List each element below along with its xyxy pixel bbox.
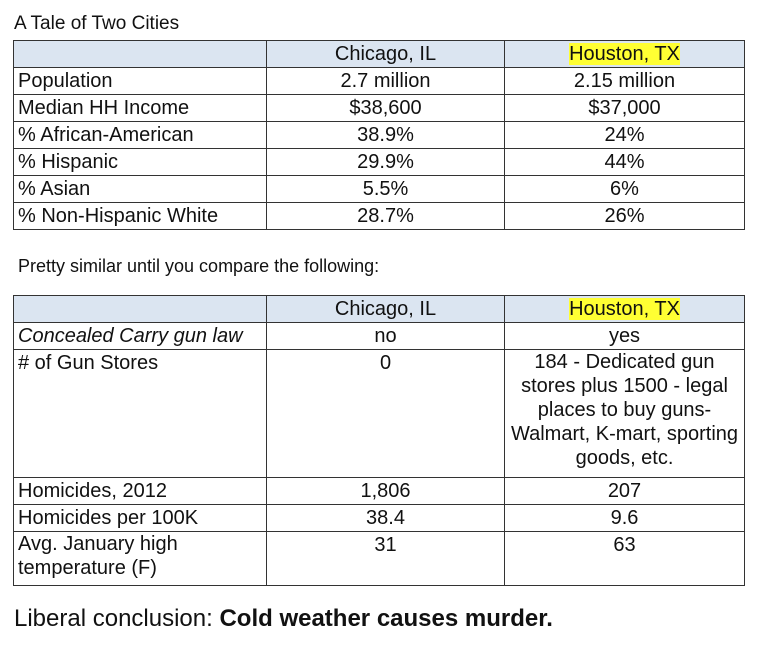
- houston-value: 184 - Dedicated gun stores plus 1500 - legal places to buy guns- Walmart, K-mart, sporting goods, etc.: [505, 350, 745, 478]
- row-label: Homicides per 100K: [14, 505, 267, 532]
- chicago-value: $38,600: [267, 95, 505, 122]
- header-cell-empty: [14, 296, 267, 323]
- houston-value: 9.6: [505, 505, 745, 532]
- houston-value: 6%: [505, 176, 745, 203]
- row-label: % Hispanic: [14, 149, 267, 176]
- table-row: [14, 505, 745, 532]
- chicago-value: 2.7 million: [267, 68, 505, 95]
- header-cell-houston: [505, 41, 745, 68]
- table-row: [14, 95, 745, 122]
- table-header-row: [14, 296, 745, 323]
- row-label: Median HH Income: [14, 95, 267, 122]
- table-row: [14, 532, 745, 586]
- houston-value: 44%: [505, 149, 745, 176]
- row-label: Avg. January high temperature (F): [14, 532, 267, 586]
- header-cell-chicago: Chicago, IL: [267, 296, 505, 323]
- conclusion-emphasis: Cold weather causes murder.: [219, 605, 553, 632]
- header-cell-houston: [505, 296, 745, 323]
- conclusion-text: [14, 604, 553, 634]
- chicago-value: 0: [267, 350, 505, 478]
- houston-highlight: Houston, TX: [569, 43, 680, 65]
- chicago-value: 38.9%: [267, 122, 505, 149]
- row-label: % African-American: [14, 122, 267, 149]
- table-row: [14, 350, 745, 478]
- document-title: A Tale of Two Cities: [14, 13, 180, 34]
- chicago-value: 1,806: [267, 478, 505, 505]
- houston-value: yes: [505, 323, 745, 350]
- chicago-value: no: [267, 323, 505, 350]
- chicago-value: 28.7%: [267, 203, 505, 230]
- chicago-value: 31: [267, 532, 505, 586]
- table-row: [14, 149, 745, 176]
- header-cell-empty: [14, 41, 267, 68]
- header-cell-chicago: Chicago, IL: [267, 41, 505, 68]
- comparison-subtitle: Pretty similar until you compare the following:: [18, 256, 380, 276]
- houston-value: 207: [505, 478, 745, 505]
- comparison-table: [13, 295, 745, 586]
- chicago-value: 5.5%: [267, 176, 505, 203]
- row-label: % Asian: [14, 176, 267, 203]
- table-header-row: [14, 41, 745, 68]
- chicago-value: 29.9%: [267, 149, 505, 176]
- conclusion-prefix: Liberal conclusion:: [14, 605, 220, 632]
- row-label: % Non-Hispanic White: [14, 203, 267, 230]
- table-row: [14, 478, 745, 505]
- table-row: [14, 323, 745, 350]
- houston-value: 2.15 million: [505, 68, 745, 95]
- table-row: [14, 203, 745, 230]
- chicago-value: 38.4: [267, 505, 505, 532]
- houston-highlight: Houston, TX: [569, 298, 680, 320]
- houston-value: $37,000: [505, 95, 745, 122]
- demographics-table: [13, 40, 745, 230]
- row-label: Population: [14, 68, 267, 95]
- table-row: [14, 68, 745, 95]
- houston-value: 26%: [505, 203, 745, 230]
- houston-value: 24%: [505, 122, 745, 149]
- table-row: [14, 176, 745, 203]
- table-row: [14, 122, 745, 149]
- row-label: Concealed Carry gun law: [14, 323, 267, 350]
- row-label: # of Gun Stores: [14, 350, 267, 478]
- row-label: Homicides, 2012: [14, 478, 267, 505]
- houston-value: 63: [505, 532, 745, 586]
